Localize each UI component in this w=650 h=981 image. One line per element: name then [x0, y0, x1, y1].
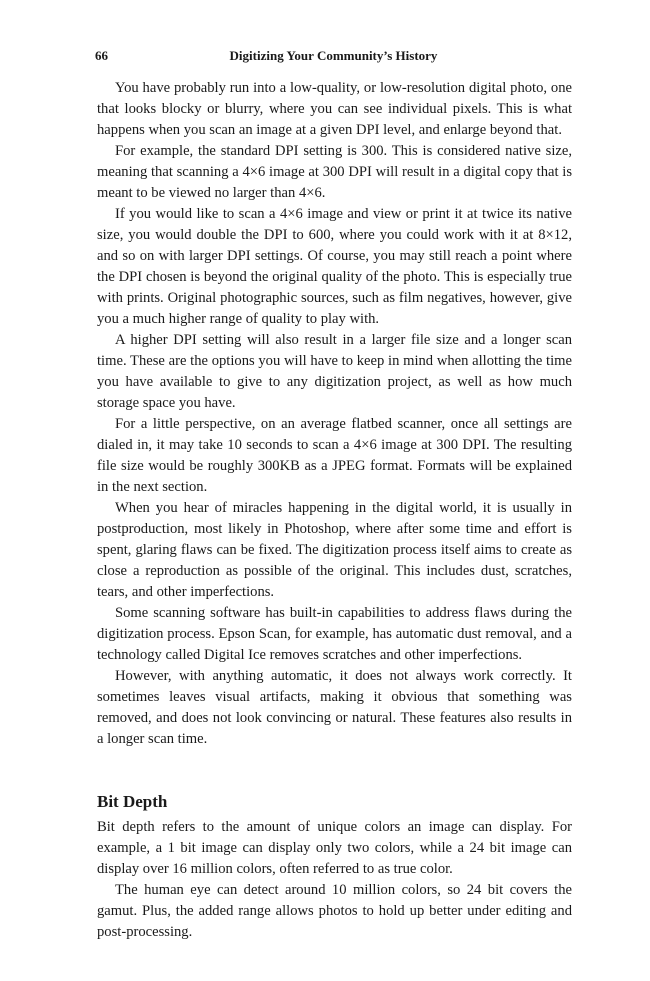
- paragraph-double-dpi: If you would like to scan a 4×6 image and view or print it at twice its native size, you would double the DPI to 600, where you could work with it at 8×12, and so on with larger DPI settings. Of course, you may still reach a point where the DPI chosen is beyond the original quality of the photo. This is especially true with prints. Original photographic sources, such as film negatives, however, give you a much higher range of quality to play with.: [97, 206, 572, 327]
- paragraph-low-resolution: You have probably run into a low-quality, or low-resolution digital photo, one that looks blocky or blurry, where you can see individual pixels. This is what happens when you scan an image at a given DPI level, and enlarge beyond that.: [97, 80, 572, 138]
- running-title: Digitizing Your Community’s History: [229, 48, 438, 63]
- paragraph-automatic: However, with anything automatic, it does not always work correctly. It sometimes leaves visual artifacts, making it obvious that something was removed, and does not look convincing or natural. These features also results in a longer scan time.: [97, 668, 572, 747]
- paragraph-human-eye: The human eye can detect around 10 million colors, so 24 bit covers the gamut. Plus, the added range allows photos to hold up better under editing and post-processing.: [97, 882, 572, 940]
- body-text: [97, 78, 572, 943]
- running-head: [95, 44, 572, 66]
- section-heading-bit-depth: Bit Depth: [97, 792, 168, 811]
- paragraph-file-size: A higher DPI setting will also result in a larger file size and a longer scan time. These are the options you will have to keep in mind when allotting the time you have available to give to any digitization project, as well as how much storage space you have.: [97, 332, 572, 411]
- page-number: 66: [95, 48, 108, 63]
- paragraph-perspective: For a little perspective, on an average flatbed scanner, once all settings are dialed in, it may take 10 seconds to scan a 4×6 image at 300 DPI. The resulting file size would be roughly 300KB as a JPEG format. Formats will be explained in the next section.: [97, 416, 572, 495]
- paragraph-scanning-software: Some scanning software has built-in capabilities to address flaws during the digitization process. Epson Scan, for example, has automatic dust removal, and a technology called Digital Ice removes scratches and other imperfections.: [97, 605, 572, 663]
- paragraph-postproduction: When you hear of miracles happening in the digital world, it is usually in postproduction, most likely in Photoshop, where after some time and effort is spent, glaring flaws can be fixed. The digitization process itself aims to create as close a reproduction as possible of the original. This includes dust, scratches, tears, and other imperfections.: [97, 500, 572, 600]
- paragraph-standard-dpi: For example, the standard DPI setting is 300. This is considered native size, meaning that scanning a 4×6 image at 300 DPI will result in a digital copy that is meant to be viewed no larger than 4×6.: [97, 143, 572, 201]
- paragraph-bit-depth-definition: Bit depth refers to the amount of unique colors an image can display. For example, a 1 bit image can display only two colors, while a 24 bit image can display over 16 million colors, often referred to as true color.: [97, 819, 572, 877]
